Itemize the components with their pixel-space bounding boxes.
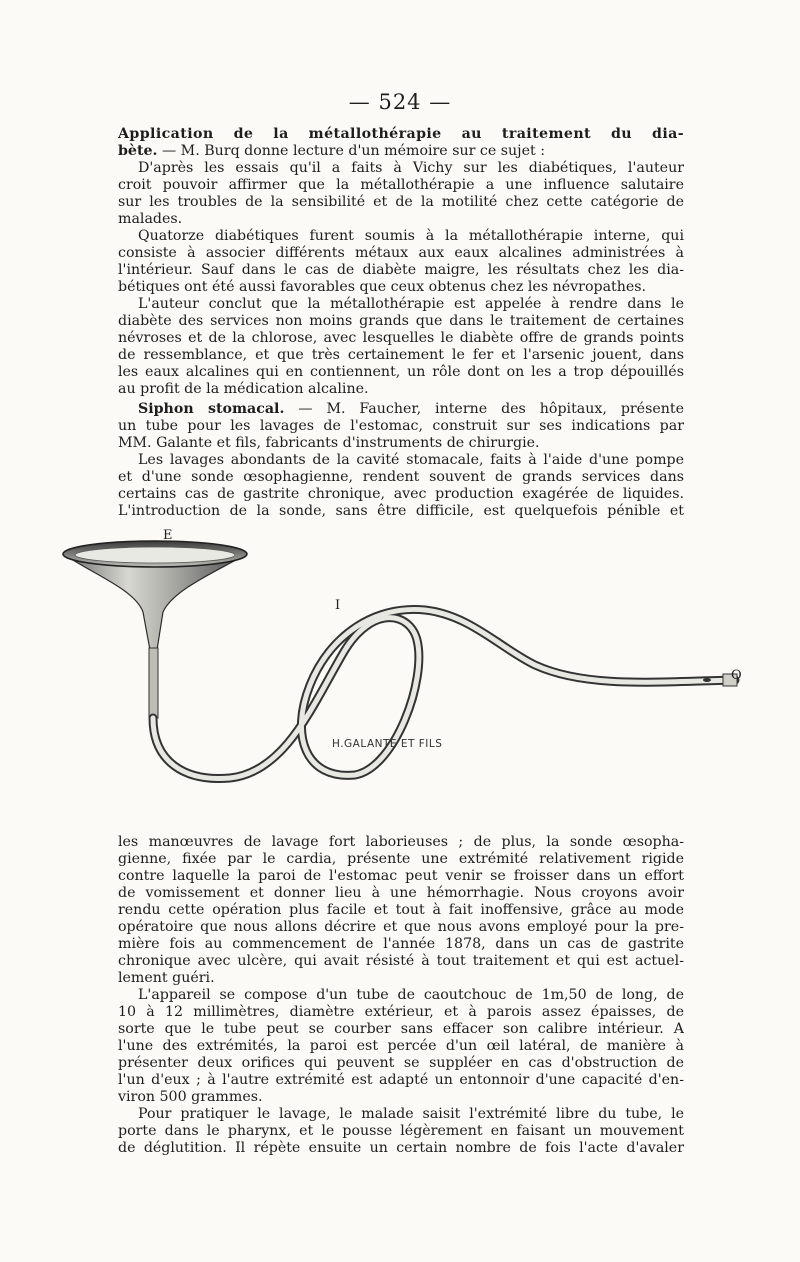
section-heading-end: bète.: [118, 143, 158, 159]
paragraph-line: diabète des services non moins grands que dans le traitement de certaines: [118, 313, 684, 329]
funnel-stem: [149, 648, 158, 718]
paragraph-line: de ressemblance, et que très certainement le fer et l'arsenic jouent, dans: [118, 347, 684, 363]
paragraph-line: Pour pratiquer le lavage, le malade saisit l'extrémité libre du tube, le: [138, 1106, 684, 1122]
tube-side-eye: [703, 678, 711, 682]
paragraph-line: malades.: [118, 211, 183, 227]
funnel-opening: [75, 547, 235, 563]
paragraph-line: bétiques ont été aussi favorables que ceux obtenus chez les névropathes.: [118, 279, 647, 295]
paragraph-line: l'une des extrémités, la paroi est percée d'un œil latéral, de manière à: [118, 1038, 684, 1054]
paragraph-line: L'introduction de la sonde, sans être difficile, est quelquefois pénible et: [118, 503, 684, 519]
paragraph-line: porte dans le pharynx, et le pousse légèrement en faisant un mouvement: [118, 1123, 684, 1139]
tube-highlight: [153, 609, 735, 778]
siphon-drawing: [55, 530, 755, 830]
section-heading: Application de la métallothérapie au traitement du dia-: [118, 126, 684, 142]
paragraph-line: rendu cette opération plus facile et tout à fait inoffensive, grâce au mode: [118, 902, 684, 918]
paragraph-line: chronique avec ulcère, qui avait résisté à tout traitement et qui est actuel-: [118, 953, 684, 969]
paragraph-line: Quatorze diabétiques furent soumis à la métallothérapie interne, qui: [138, 228, 684, 244]
paragraph-line: de vomissement et donner lieu à une hémorrhagie. Nous croyons avoir: [118, 885, 684, 901]
page-number: — 524 —: [348, 90, 452, 114]
paragraph-line: L'appareil se compose d'un tube de caoutchouc de 1m,50 de long, de: [138, 987, 684, 1003]
paragraph-line: et d'une sonde œsophagienne, rendent souvent de grands services dans: [118, 469, 684, 485]
section-metallotherapie: [118, 126, 684, 398]
section-siphon-stomacal: [118, 401, 684, 520]
figure-label-e: E: [163, 528, 173, 543]
paragraph-line: MM. Galante et fils, fabricants d'instruments de chirurgie.: [118, 435, 540, 451]
paragraph-line: présenter deux orifices qui peuvent se suppléer en cas d'obstruction de: [118, 1055, 684, 1071]
paragraph-line: l'un d'eux ; à l'autre extrémité est adapté un entonnoir d'une capacité d'en-: [118, 1072, 684, 1088]
paragraph-line: croit pouvoir affirmer que la métallothérapie a une influence salutaire: [118, 177, 684, 193]
paragraph-line: viron 500 grammes.: [118, 1089, 263, 1105]
paragraph-text: — M. Burq donne lecture d'un mémoire sur ce sujet :: [157, 143, 545, 159]
figure-label-i: I: [335, 598, 341, 613]
paragraph-line: les eaux alcalines qui en contiennent, un rôle dont on les a trop dépouillés: [118, 364, 684, 380]
funnel-cone: [65, 555, 245, 650]
section-heading: Siphon stomacal.: [138, 401, 285, 417]
heading-continuation-line: [118, 143, 684, 160]
paragraph-line: contre laquelle la paroi de l'estomac peut venir se froisser dans un effort: [118, 868, 684, 884]
paragraph-line: mière fois au commencement de l'année 1878, dans un cas de gastrite: [118, 936, 684, 952]
paragraph-line: sorte que le tube peut se courber sans effacer son calibre intérieur. A: [118, 1021, 684, 1037]
paragraph-line: 10 à 12 millimètres, diamètre extérieur, et à parois assez épaisses, de: [118, 1004, 684, 1020]
paragraph-line: certains cas de gastrite chronique, avec production exagérée de liquides.: [118, 486, 684, 502]
paragraph-line: un tube pour les lavages de l'estomac, construit sur ses indications par: [118, 418, 684, 434]
manufacturer-mark: H.GALANTE ET FILS: [332, 738, 443, 750]
heading-line: [118, 401, 684, 418]
paragraph-text: — M. Faucher, interne des hôpitaux, présente: [284, 401, 684, 417]
paragraph-line: les manœuvres de lavage fort laborieuses ; de plus, la sonde œsopha-: [118, 834, 684, 850]
paragraph-line: consiste à associer différents métaux aux eaux alcalines administrées à: [118, 245, 684, 261]
tube-outline: [153, 609, 735, 778]
paragraph-line: l'intérieur. Sauf dans le cas de diabète maigre, les résultats chez les dia-: [118, 262, 684, 278]
section-siphon-continued: [118, 834, 684, 1157]
paragraph-line: L'auteur conclut que la métallothérapie est appelée à rendre dans le: [138, 296, 684, 312]
paragraph-line: Les lavages abondants de la cavité stomacale, faits à l'aide d'une pompe: [138, 452, 684, 468]
paragraph-line: de déglutition. Il répète ensuite un certain nombre de fois l'acte d'avaler: [118, 1140, 684, 1156]
paragraph-line: opératoire que nous allons décrire et que nous avons employé pour la pre-: [118, 919, 684, 935]
paragraph-line: sur les troubles de la sensibilité et de la motilité chez cette catégorie de: [118, 194, 684, 210]
paragraph-line: au profit de la médication alcaline.: [118, 381, 369, 397]
paragraph-line: névroses et de la chlorose, avec lesquelles le diabète offre de grands points: [118, 330, 684, 346]
paragraph-line: gienne, fixée par le cardia, présente une extrémité relativement rigide: [118, 851, 684, 867]
paragraph-line: lement guéri.: [118, 970, 215, 986]
siphon-illustration: [55, 530, 755, 830]
paragraph-line: D'après les essais qu'il a faits à Vichy sur les diabétiques, l'auteur: [138, 160, 684, 176]
figure-label-o: O: [731, 668, 742, 683]
